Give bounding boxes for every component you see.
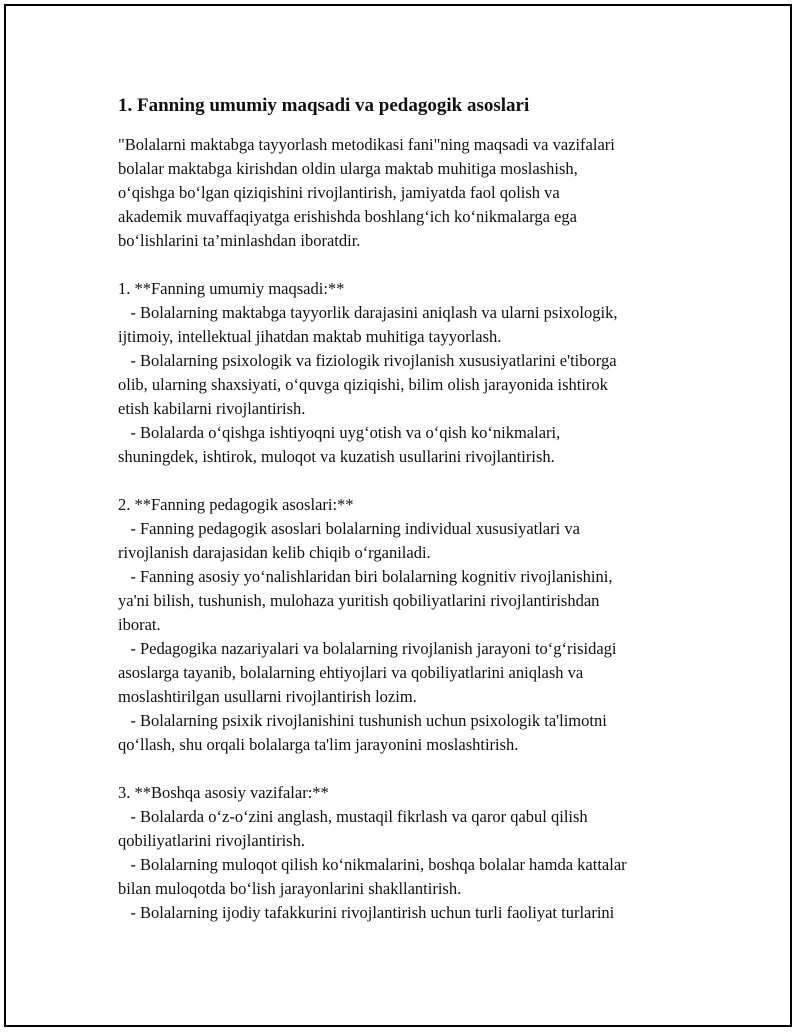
section-general-goal: 1. **Fanning umumiy maqsadi:** - Bolalarning maktabga tayyorlik darajasini aniqlash va ularni psixologik, ijtimoiy, intellektual jihatdan maktab muhitiga tayyorlash. - Bolalarning psixologik va fiziologik rivojlanish xususiyatlarini e'tiborga olib, ularning shaxsiyati, o‘quvga qiziqishi, bilim olish jarayonida ishtirok etish kabilarni rivojlantirish. - Bolalarda o‘qishga ishtiyoqni uyg‘otish va o‘qish ko‘nikmalari, shuningdek, ishtirok, muloqot va kuzatish usullarini rivojlantirish. <box>118 279 618 466</box>
intro-paragraph: "Bolalarni maktabga tayyorlash metodikasi fani"ning maqsadi va vazifalari bolalar maktabga kirishdan oldin ularga maktab muhitiga moslashish, o‘qishga bo‘lgan qiziqishini rivojlantirish, jamiyatda faol qolish va akademik muvaffaqiyatga erishishda boshlang‘ich ko‘nikmalarga ega bo‘lishlarini ta’minlashdan iboratdir. <box>118 135 615 250</box>
paragraph-gap <box>118 469 708 493</box>
paragraph-gap <box>118 253 708 277</box>
section-pedagogical-foundations: 2. **Fanning pedagogik asoslari:** - Fanning pedagogik asoslari bolalarning individual xususiyatlari va rivojlanish darajasidan kelib chiqib o‘rganiladi. - Fanning asosiy yo‘nalishlaridan biri bolalarning kognitiv rivojlanishini, ya'ni bilish, tushunish, mulohaza yuritish qobiliyatlarini rivojlantirishdan iborat. - Pedagogika nazariyalari va bolalarning rivojlanish jarayoni to‘g‘risidagi asoslarga tayanib, bolalarning ehtiyojlari va qobiliyatlarini aniqlash va moslashtirilgan usullarni rivojlantirish lozim. - Bolalarning psixik rivojlanishini tushunish uchun psixologik ta'limotni qo‘llash, shu orqali bolalarga ta'lim jarayonini moslashtirish. <box>118 495 617 754</box>
document-body <box>118 94 708 925</box>
page-title: 1. Fanning umumiy maqsadi va pedagogik asoslari <box>118 95 530 116</box>
section-other-tasks: 3. **Boshqa asosiy vazifalar:** - Bolalarda o‘z-o‘zini anglash, mustaqil fikrlash va qaror qabul qilish qobiliyatlarini rivojlantirish. - Bolalarning muloqot qilish ko‘nikmalarini, boshqa bolalar hamda kattalar bilan muloqotda bo‘lish jarayonlarini shakllantirish. - Bolalarning ijodiy tafakkurini rivojlantirish uchun turli faoliyat turlarini <box>118 783 627 922</box>
paragraph-gap <box>118 757 708 781</box>
